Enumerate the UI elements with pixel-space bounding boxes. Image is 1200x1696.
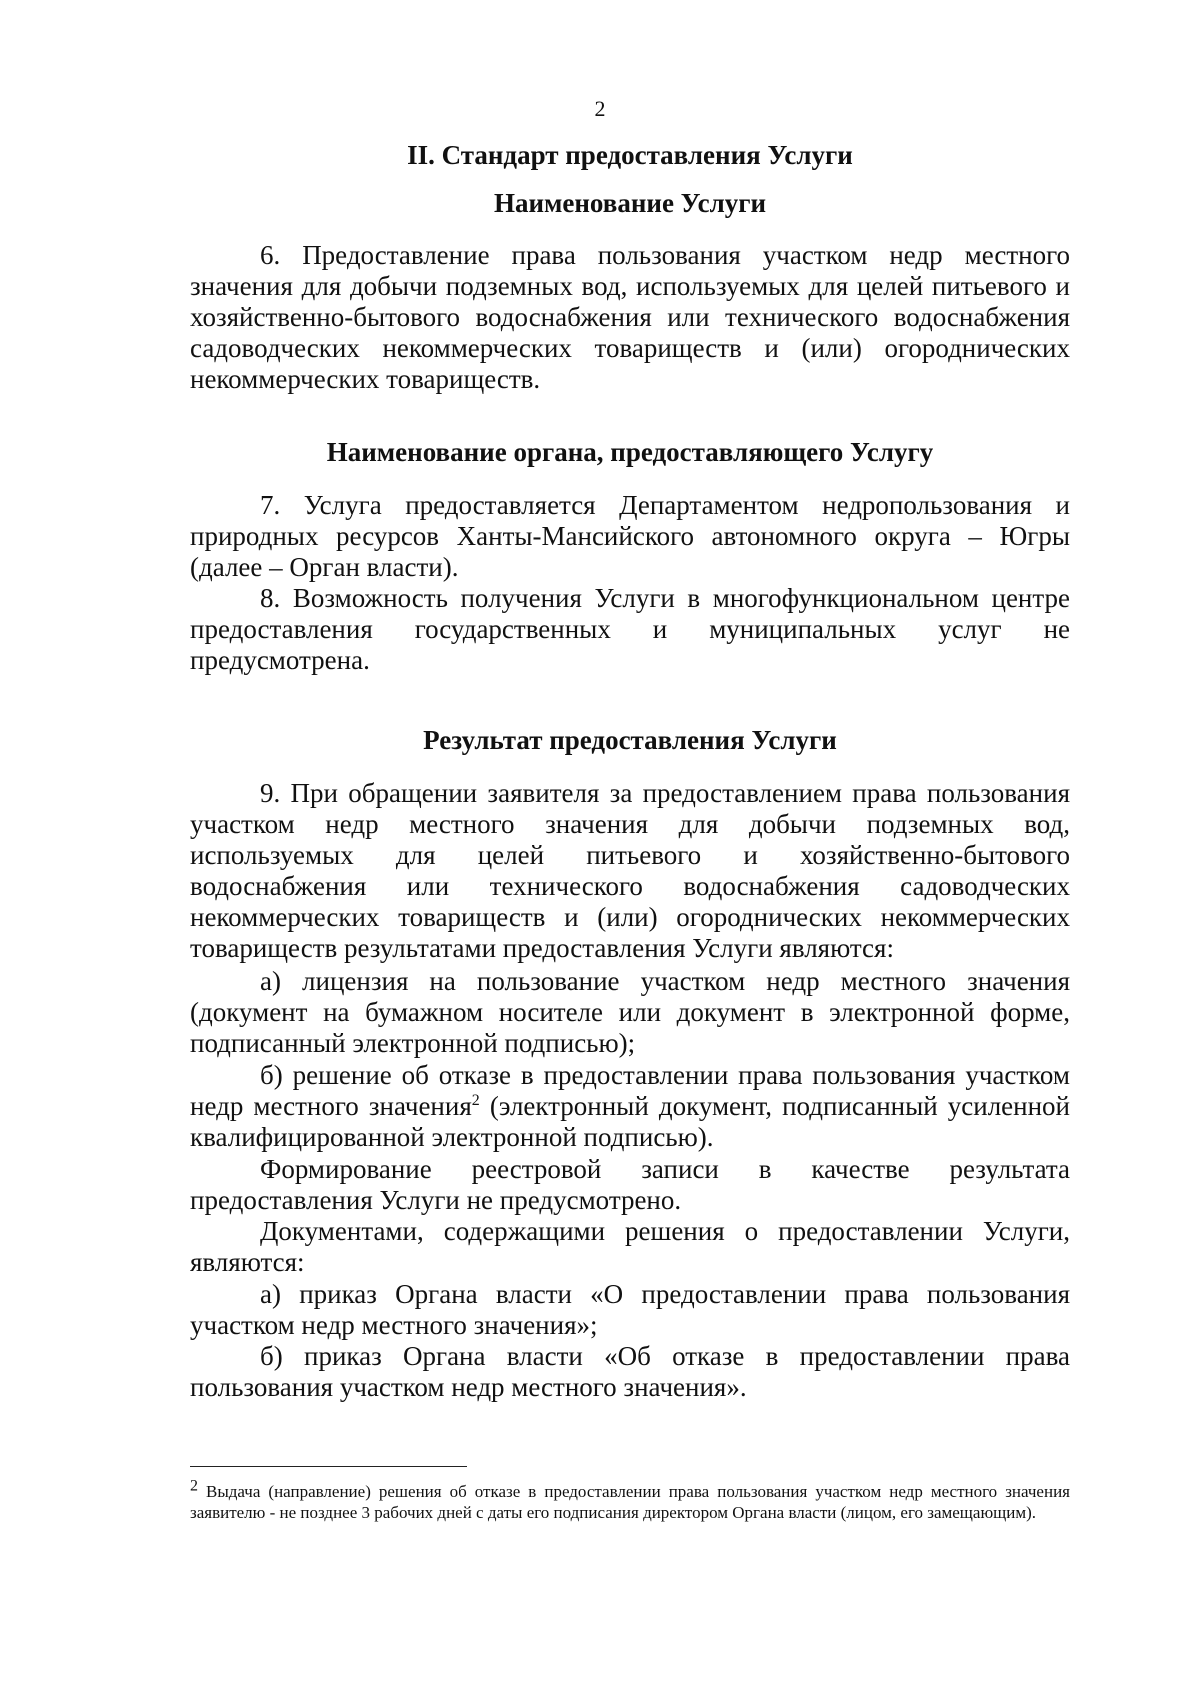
- paragraph-9b-end: (электронный документ, подписанный усиленной квалифицированной электронной подписью).: [190, 1091, 1071, 1152]
- heading-service-name: Наименование Услуги: [493, 188, 767, 218]
- heading-result: Результат предоставления Услуги: [423, 725, 837, 755]
- paragraph-9b-start: б) решение об отказе в предоставлении права пользования участком недр местного значения: [190, 1060, 1070, 1121]
- section-title: II. Стандарт предоставления Услуги: [407, 140, 853, 170]
- footnote-mark: 2: [190, 1477, 198, 1495]
- paragraph-9: 9. При обращении заявителя за предоставлением права пользования участком недр местного значения для добычи подземных вод, используемых для целей питьевого и хозяйственно-бытового водоснабжения или технического водоснабжения садоводческих некоммерческих товариществ и (или) огороднических некоммерческих товариществ результатами предоставления Услуги являются:: [190, 778, 1070, 963]
- paragraph-9b: [190, 1060, 1070, 1153]
- paragraph-documents-a: а) приказ Органа власти «О предоставлении права пользования участком недр местного значения»;: [190, 1279, 1070, 1340]
- paragraph-6: 6. Предоставление права пользования участком недр местного значения для добычи подземных вод, используемых для целей питьевого и хозяйственно-бытового водоснабжения или технического водоснабжения садоводческих некоммерческих товариществ и (или) огороднических некоммерческих товариществ.: [190, 240, 1070, 394]
- paragraph-8: 8. Возможность получения Услуги в многофункциональном центре предоставления государственных и муниципальных услуг не предусмотрена.: [190, 583, 1070, 675]
- footnote-divider: [190, 1466, 467, 1467]
- footnote: [190, 1477, 1070, 1523]
- footnote-reference: 2: [471, 1092, 480, 1109]
- paragraph-7: 7. Услуга предоставляется Департаментом недропользования и природных ресурсов Ханты-Мансийского автономного округа – Югры (далее – Орган власти).: [190, 490, 1070, 582]
- paragraph-documents-b: б) приказ Органа власти «Об отказе в предоставлении права пользования участком недр местного значения».: [190, 1341, 1070, 1402]
- paragraph-9a: а) лицензия на пользование участком недр местного значения (документ на бумажном носителе или документ в электронной форме, подписанный электронной подписью);: [190, 966, 1070, 1058]
- paragraph-registry: Формирование реестровой записи в качестве результата предоставления Услуги не предусмотрено.: [190, 1154, 1070, 1215]
- footnote-text: Выдача (направление) решения об отказе в предоставлении права пользования участком недр местного значения заявителю - не позднее 3 рабочих дней с даты его подписания директором Органа власти (лицом, его замещающим).: [190, 1482, 1070, 1522]
- heading-organ-name: Наименование органа, предоставляющего Услугу: [326, 437, 934, 467]
- paragraph-documents: Документами, содержащими решения о предоставлении Услуги, являются:: [190, 1216, 1070, 1277]
- page-number: 2: [594, 96, 606, 121]
